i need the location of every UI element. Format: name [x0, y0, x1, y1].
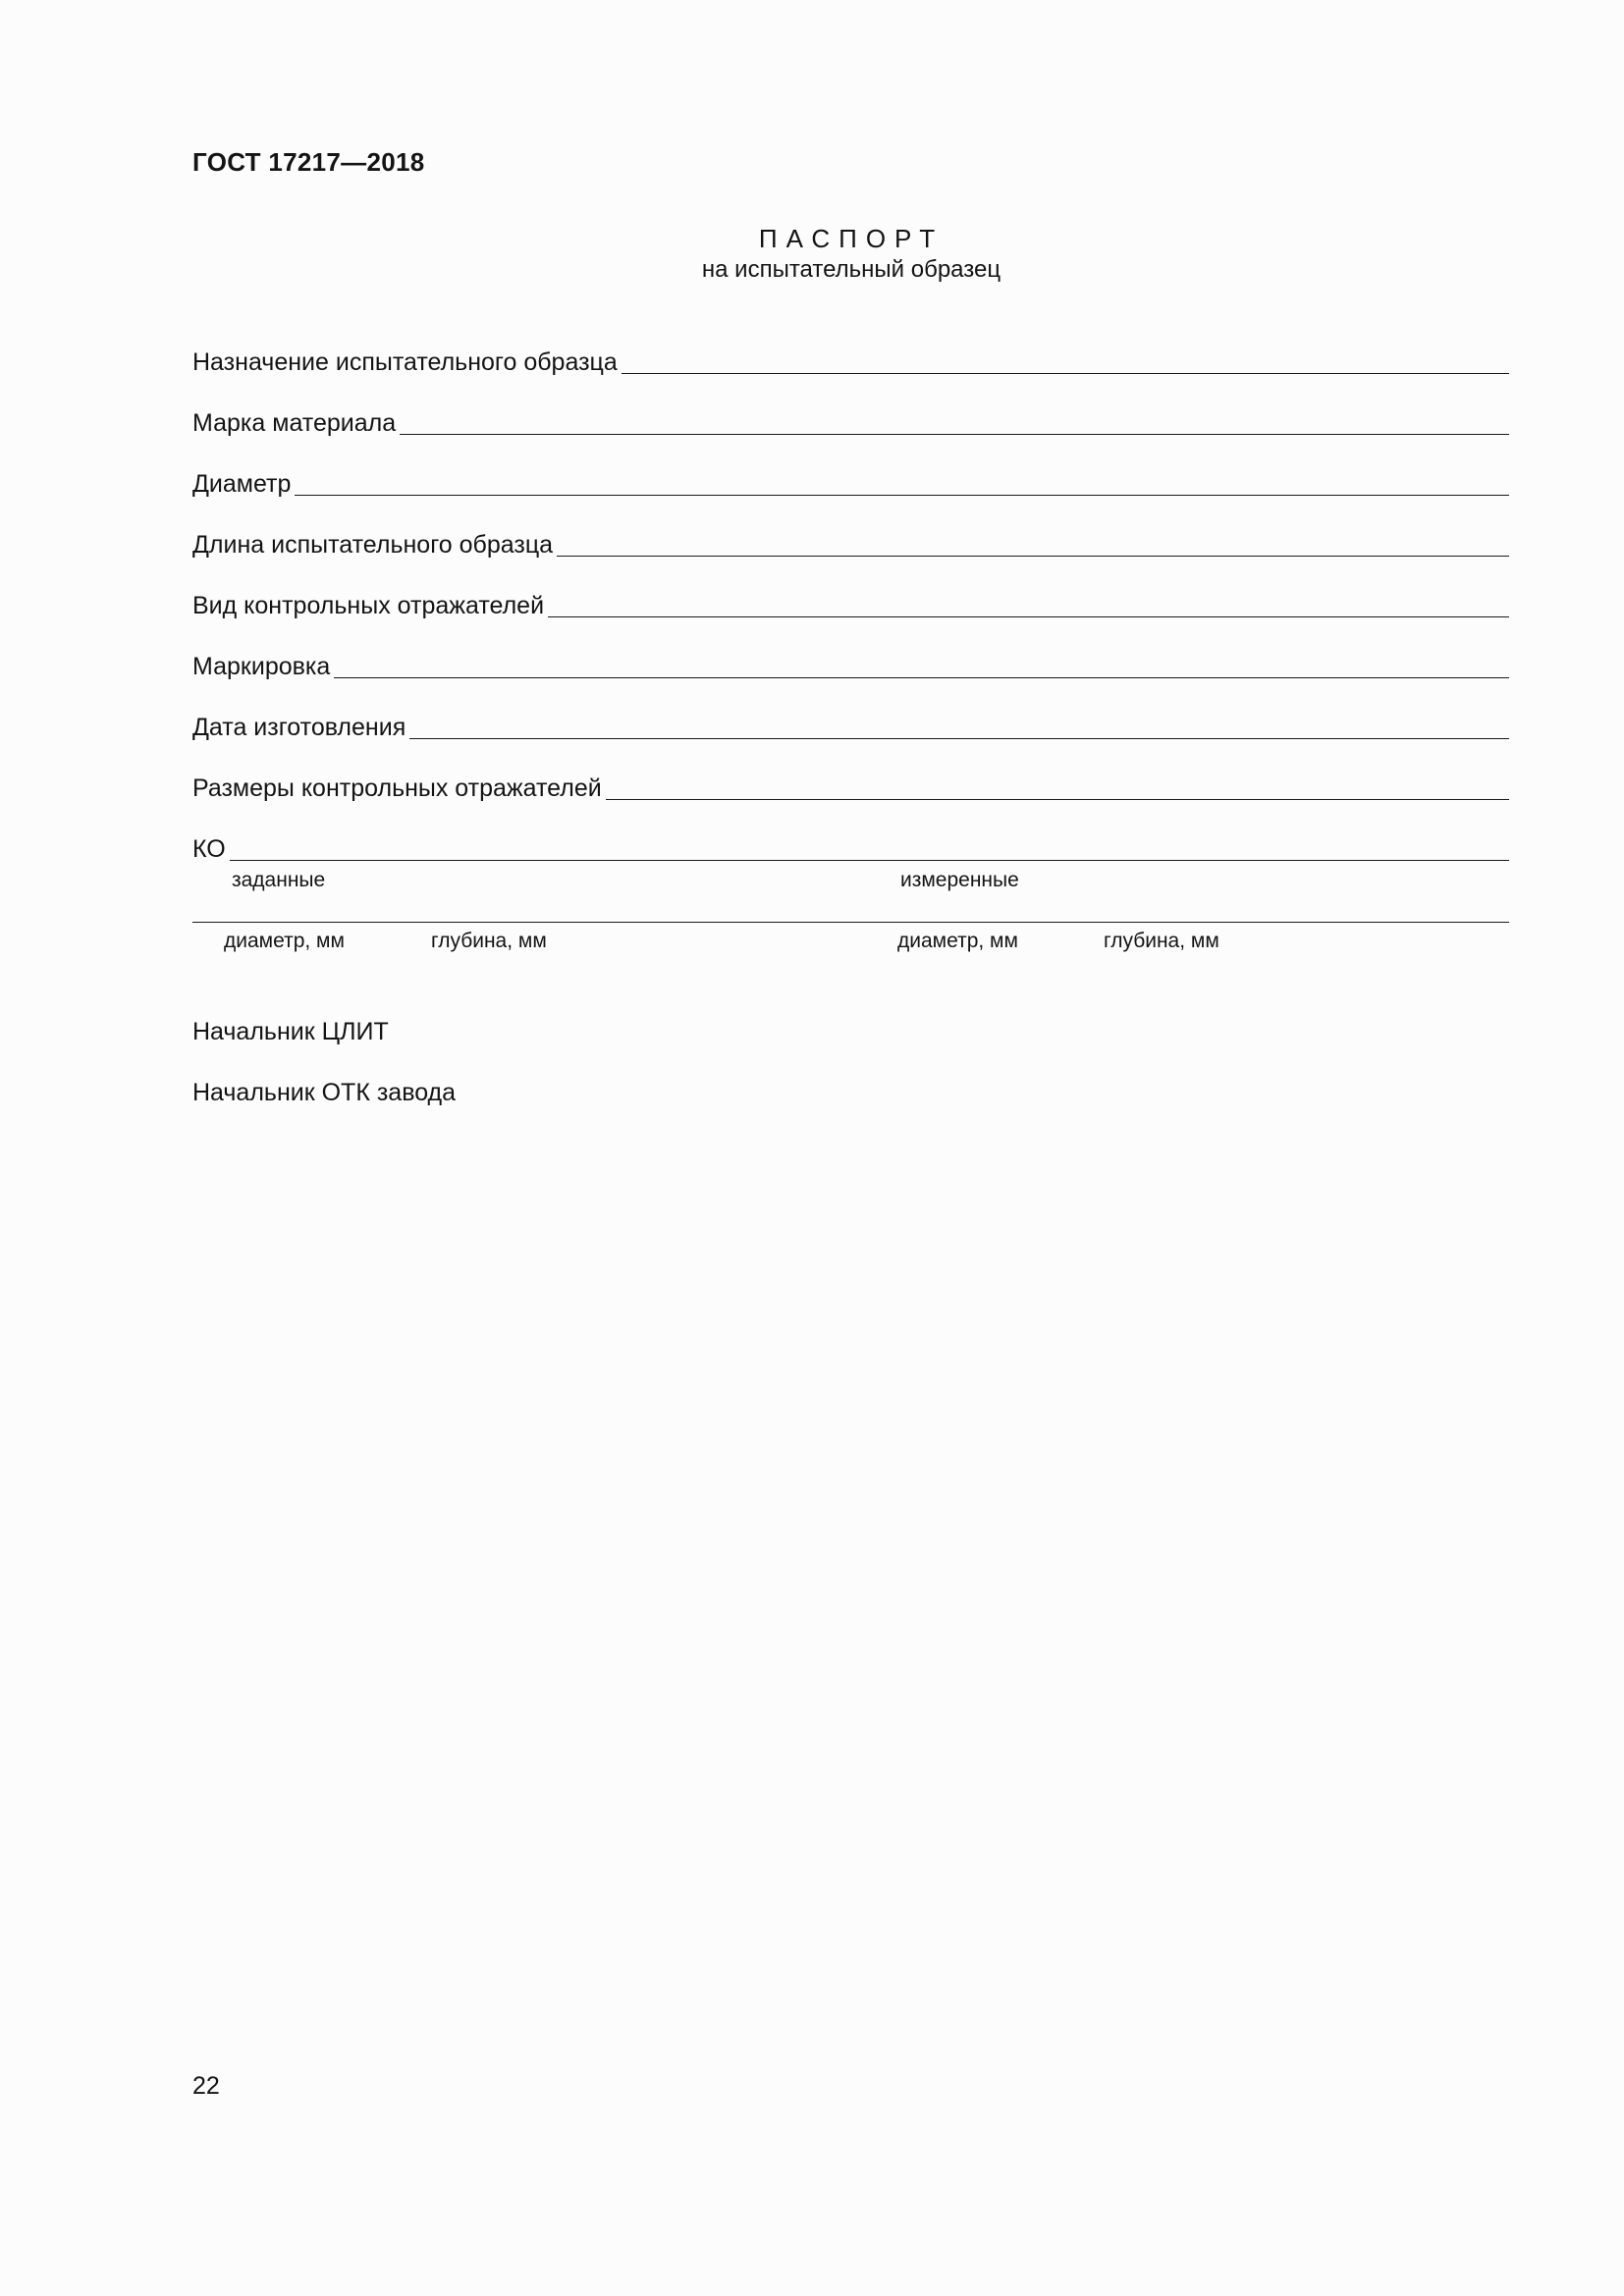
ko-specified-depth: глубина, мм — [431, 930, 547, 952]
signature-head-qc: Начальник ОТК завода — [192, 1079, 457, 1106]
field-diameter[interactable] — [192, 467, 1509, 499]
fill-line[interactable] — [334, 650, 1509, 678]
fill-line[interactable] — [295, 467, 1509, 496]
field-ko[interactable] — [192, 832, 1509, 864]
fill-line[interactable] — [230, 832, 1509, 861]
field-reflector-type[interactable] — [192, 589, 1509, 620]
field-label: Назначение испытательного образца — [192, 348, 618, 376]
fill-line[interactable] — [400, 406, 1509, 435]
ko-measured-header: измеренные — [900, 869, 1019, 891]
field-label: Размеры контрольных отражателей — [192, 774, 602, 802]
fill-line[interactable] — [409, 711, 1509, 739]
ko-specified-header: заданные — [232, 869, 326, 891]
field-label: Дата изготовления — [192, 714, 406, 741]
document-code: ГОСТ 17217—2018 — [192, 147, 425, 177]
field-label: Длина испытательного образца — [192, 531, 554, 559]
field-manufacture-date[interactable] — [192, 711, 1509, 742]
field-label: Диаметр — [192, 470, 292, 498]
field-length[interactable] — [192, 528, 1509, 560]
ko-specified-diameter: диаметр, мм — [224, 930, 345, 952]
field-material-grade[interactable] — [192, 406, 1509, 438]
field-label: Маркировка — [192, 653, 331, 680]
field-label: Марка материала — [192, 409, 397, 437]
fill-line[interactable] — [606, 772, 1509, 800]
field-label: КО — [192, 835, 226, 863]
field-purpose[interactable] — [192, 346, 1509, 377]
ko-measured-diameter: диаметр, мм — [897, 930, 1018, 952]
ko-measured-depth: глубина, мм — [1104, 930, 1219, 952]
document-subtitle: на испытательный образец — [701, 256, 1001, 283]
fill-line[interactable] — [548, 589, 1509, 617]
document-title: ПАСПОРТ — [758, 224, 945, 253]
page-number: 22 — [192, 2072, 220, 2100]
field-label: Вид контрольных отражателей — [192, 592, 545, 619]
fill-line[interactable] — [622, 346, 1509, 374]
field-reflector-sizes[interactable] — [192, 772, 1509, 803]
field-marking[interactable] — [192, 650, 1509, 681]
signature-head-lab: Начальник ЦЛИТ — [192, 1018, 389, 1045]
fill-line[interactable] — [557, 528, 1509, 557]
ko-table-rule[interactable] — [192, 922, 1509, 923]
